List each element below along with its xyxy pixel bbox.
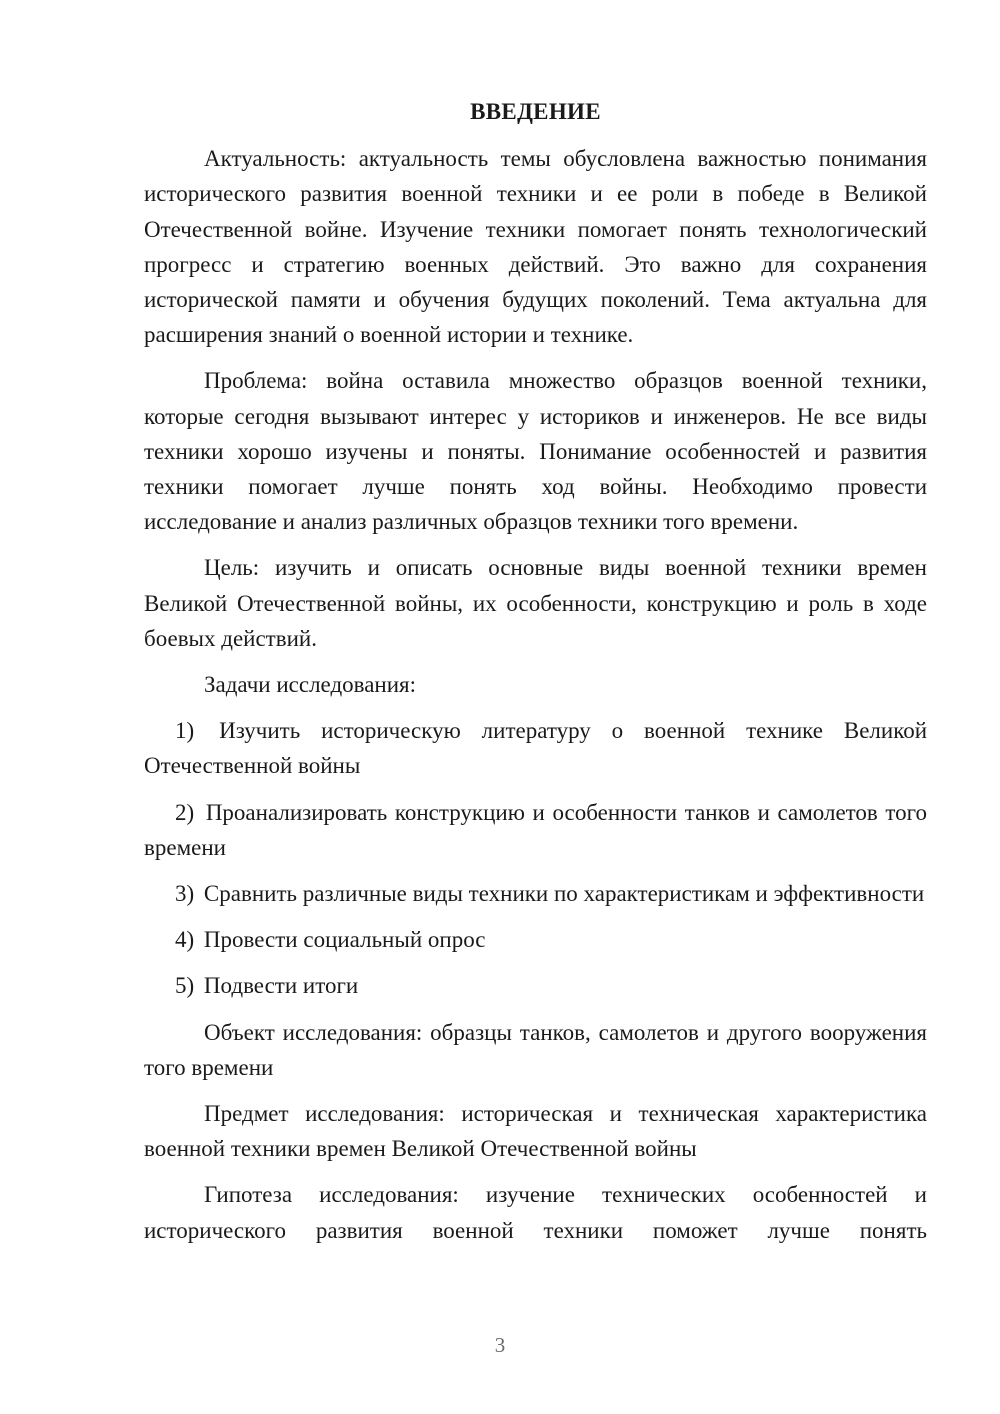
page-content <box>144 94 927 1259</box>
paragraph-hypothesis: Гипотеза исследования: изучение технических особенностей и исторического развития военной техники поможет лучше понять <box>144 1182 927 1243</box>
task-number: 4) <box>175 927 195 953</box>
task-item-1 <box>144 713 927 783</box>
task-number: 2) <box>175 799 195 825</box>
task-text: Провести социальный опрос <box>203 927 486 953</box>
paragraph-problem: Проблема: война оставила множество образцов военной техники, которые сегодня вызывают интерес у историков и инженеров. Не все виды техники хорошо изучены и поняты. Понимание особенностей и развития техники помогает лучше понять ход войны. Необходимо провести исследование и анализ различных образцов техники того времени. <box>144 368 927 535</box>
task-number: 5) <box>175 973 195 999</box>
task-number: 3) <box>175 881 195 907</box>
paragraph-relevance: Актуальность: актуальность темы обусловлена важностью понимания исторического развития военной техники и ее роли в победе в Великой Отечественной войне. Изучение техники помогает понять технологический прогресс и стратегию военных действий. Это важно для сохранения исторической памяти и обучения будущих поколений. Тема актуальна для расширения знаний о военной истории и технике. <box>144 146 927 348</box>
task-item-2 <box>144 795 927 865</box>
task-item-3 <box>144 876 927 911</box>
task-text: Подвести итоги <box>203 973 359 999</box>
task-text: Проанализировать конструкцию и особенности танков и самолетов того времени <box>144 799 928 860</box>
paragraph-goal: Цель: изучить и описать основные виды военной техники времен Великой Отечественной войны, их особенности, конструкцию и роль в ходе боевых действий. <box>144 555 927 651</box>
section-title: ВВЕДЕНИЕ <box>470 99 601 124</box>
task-item-5 <box>144 968 927 1003</box>
task-text: Изучить историческую литературу о военной технике Великой Отечественной войны <box>144 718 928 779</box>
paragraph-subject: Предмет исследования: историческая и техническая характеристика военной техники времен Великой Отечественной войны <box>144 1101 927 1162</box>
page-number: 3 <box>494 1333 506 1357</box>
tasks-heading: Задачи исследования: <box>204 672 417 698</box>
task-text: Сравнить различные виды техники по характеристикам и эффективности <box>203 881 925 907</box>
paragraph-object: Объект исследования: образцы танков, самолетов и другого вооружения того времени <box>144 1019 927 1080</box>
task-item-4 <box>144 922 927 957</box>
task-number: 1) <box>175 718 195 744</box>
